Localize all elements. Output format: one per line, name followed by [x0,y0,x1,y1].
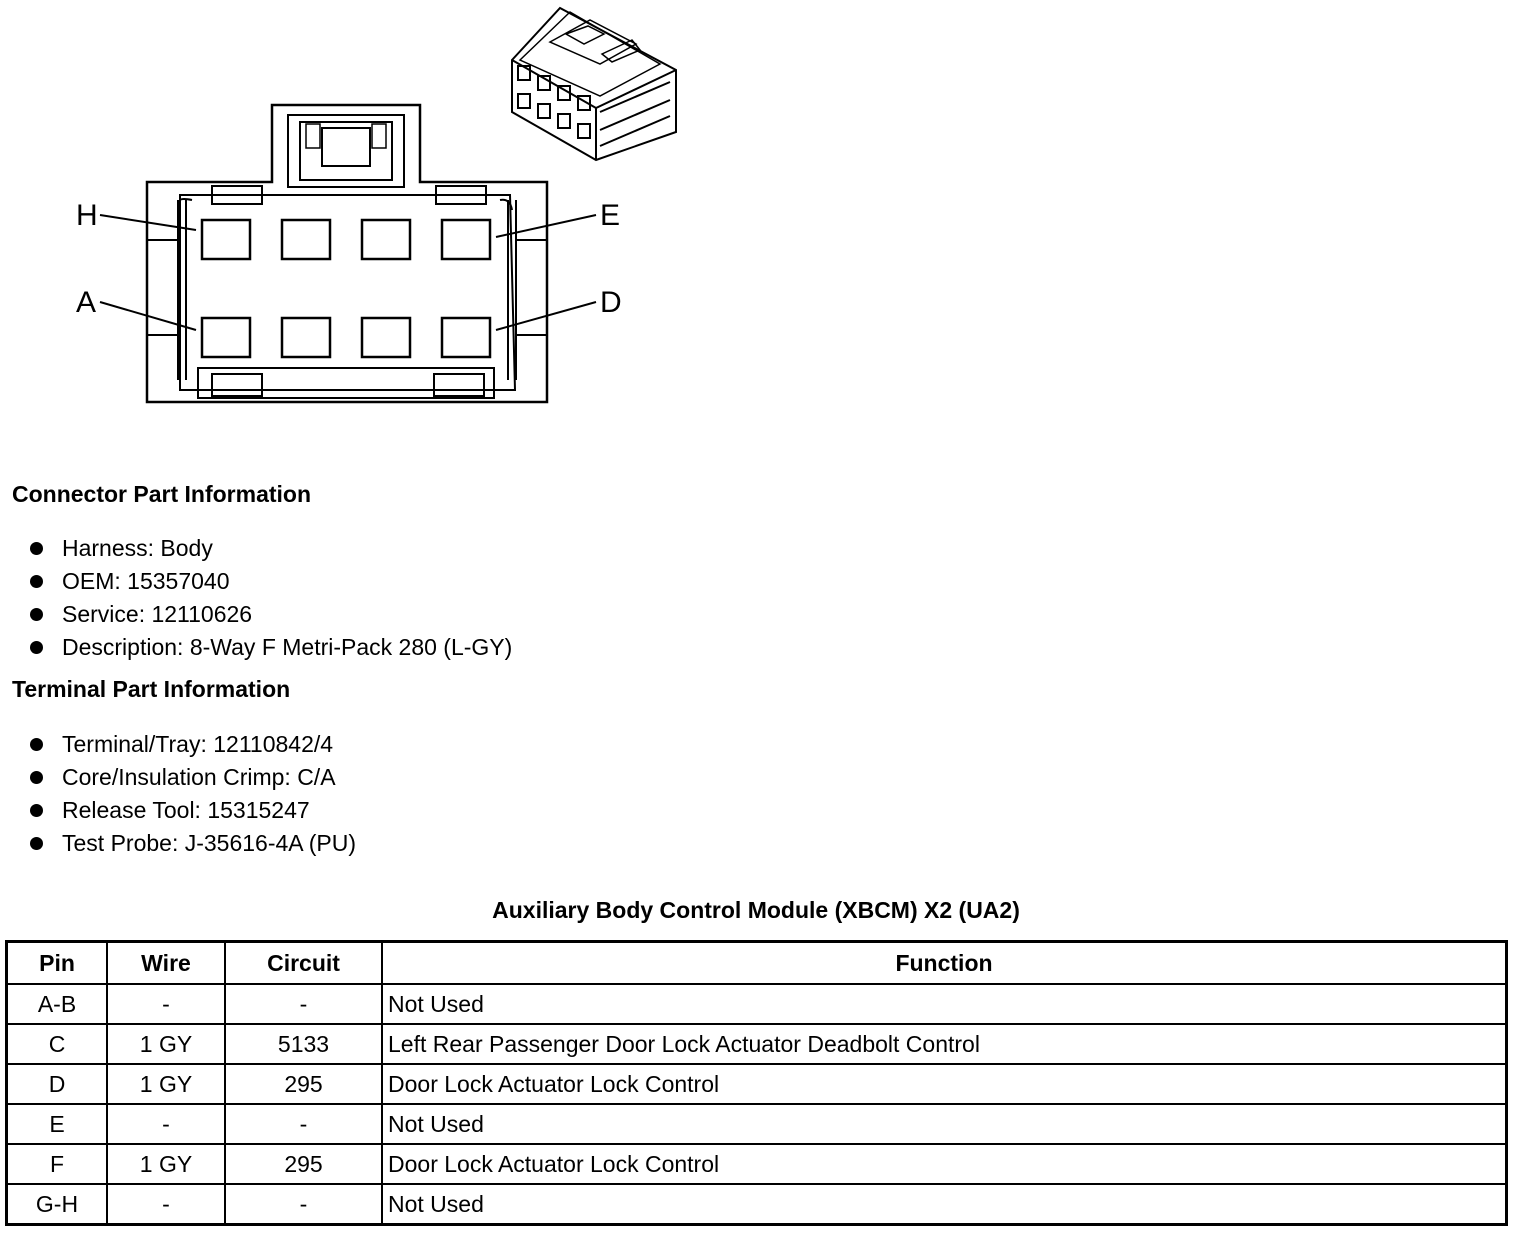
terminal-part-info-list [0,728,356,860]
table-row [7,1184,1507,1225]
cell-pin: D [7,1064,108,1104]
pin-label-e: E [600,199,621,232]
header-circuit: Circuit [225,942,382,985]
bullet-icon [30,542,43,555]
header-wire: Wire [107,942,225,985]
table-title: Auxiliary Body Control Module (XBCM) X2 (UA2) [492,897,1020,923]
cell-wire: - [107,984,225,1024]
cell-wire: 1 GY [107,1064,225,1104]
table-row [7,1104,1507,1144]
header-pin: Pin [7,942,108,985]
cell-wire: 1 GY [107,1024,225,1064]
cell-circuit: 295 [225,1144,382,1184]
cell-circuit: - [225,1184,382,1225]
cell-function: Left Rear Passenger Door Lock Actuator Deadbolt Control [382,1024,1507,1064]
connector-isometric-image [500,0,690,170]
bullet-icon [30,641,43,654]
bullet-icon [30,804,43,817]
table-header-row [7,942,1507,985]
cell-circuit: 295 [225,1064,382,1104]
connector-part-info-heading: Connector Part Information [12,481,312,507]
pin-table [5,940,1508,1226]
bullet-icon [30,837,43,850]
list-item: Terminal/Tray: 12110842/4 [0,728,356,761]
list-item: Description: 8-Way F Metri-Pack 280 (L-GY) [0,631,512,664]
list-item: Test Probe: J-35616-4A (PU) [0,827,356,860]
header-function: Function [382,942,1507,985]
cell-pin: F [7,1144,108,1184]
connector-part-info-list [0,532,512,664]
cell-circuit: 5133 [225,1024,382,1064]
bullet-icon [30,608,43,621]
pin-label-d: D [600,286,622,319]
list-item: Core/Insulation Crimp: C/A [0,761,356,794]
list-item: Release Tool: 15315247 [0,794,356,827]
bullet-icon [30,771,43,784]
bullet-icon [30,738,43,751]
table-row [7,1064,1507,1104]
cell-function: Door Lock Actuator Lock Control [382,1064,1507,1104]
cell-circuit: - [225,1104,382,1144]
cell-wire: 1 GY [107,1144,225,1184]
list-item: Harness: Body [0,532,512,565]
cell-function: Door Lock Actuator Lock Control [382,1144,1507,1184]
terminal-part-info-heading: Terminal Part Information [12,676,291,702]
pin-label-a: A [76,286,97,319]
pin-label-h: H [76,199,98,232]
cell-function: Not Used [382,984,1507,1024]
cell-pin: A-B [7,984,108,1024]
table-row [7,1024,1507,1064]
cell-wire: - [107,1104,225,1144]
cell-function: Not Used [382,1184,1507,1225]
cell-wire: - [107,1184,225,1225]
cell-circuit: - [225,984,382,1024]
cell-pin: E [7,1104,108,1144]
list-item: OEM: 15357040 [0,565,512,598]
cell-pin: G-H [7,1184,108,1225]
table-row [7,984,1507,1024]
bullet-icon [30,575,43,588]
list-item: Service: 12110626 [0,598,512,631]
table-row [7,1144,1507,1184]
cell-pin: C [7,1024,108,1064]
cell-function: Not Used [382,1104,1507,1144]
